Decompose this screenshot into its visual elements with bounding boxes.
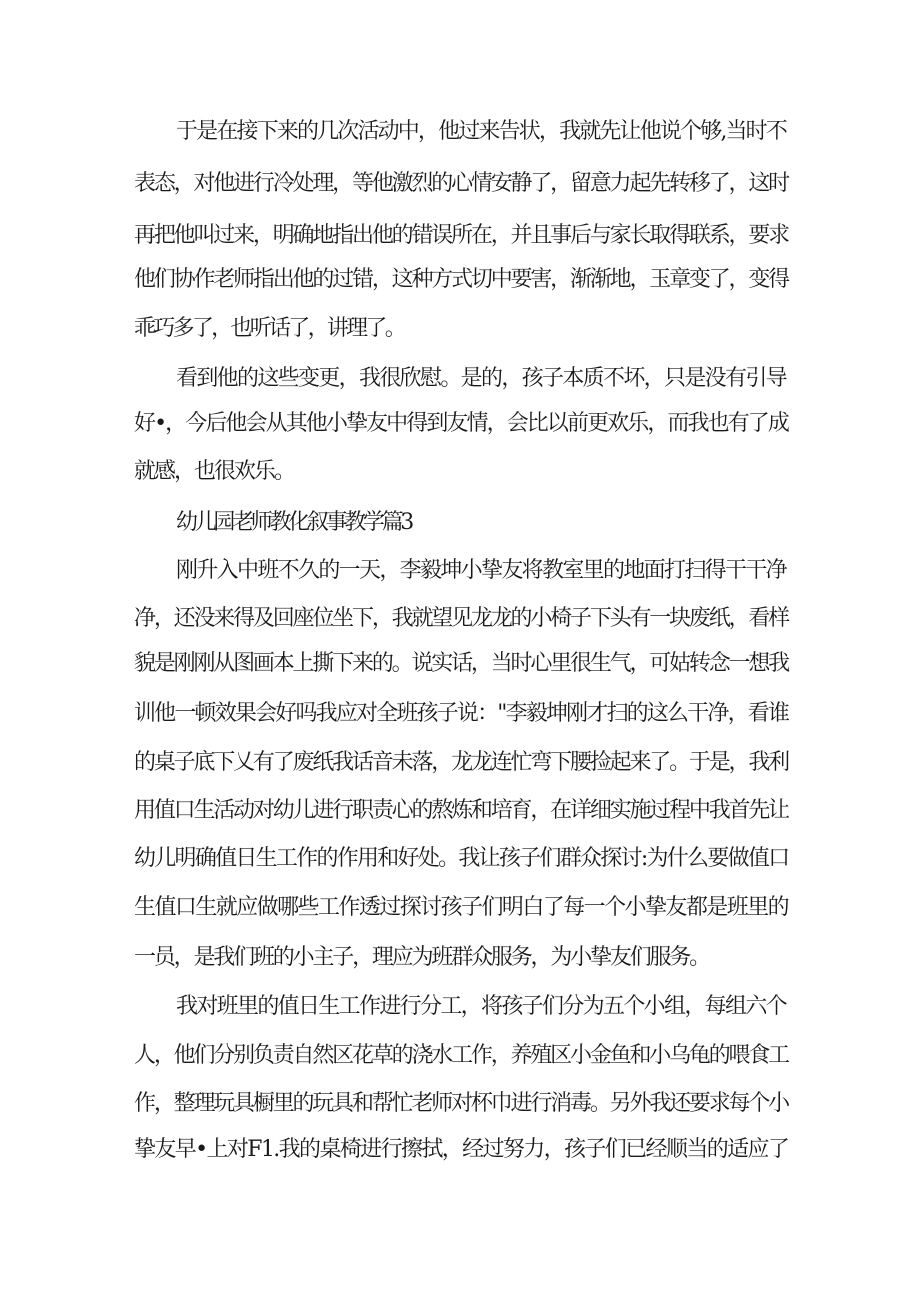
paragraph-2-line-1: 看到他的这些变更，我很欣慰。是的，孩子本质不坏，只是没有引导 — [176, 366, 787, 391]
paragraph-1-line-2: 表态，对他进行冷处理，等他激烈的心情安静了，留意力起先转移了，这时 — [134, 171, 789, 196]
paragraph-1-line-1: 于是在接下来的几次活动中，他过来告状，我就先让他说个够,当时不 — [176, 119, 786, 144]
paragraph-1-line-4: 他们协作老师指出他的过错，这种方式切中要害，渐渐地，玉章变了，变得 — [134, 267, 789, 292]
paragraph-2-line-3: 就感，也很欢乐。 — [134, 459, 295, 484]
paragraph-4-line-2: 人，他们分别负责自然区花草的浇水工作，养殖区小金鱼和小乌龟的喂食工 — [134, 1043, 789, 1068]
paragraph-3-line-3: 貌是刚刚从图画本上撕下来的。说实话，当时心里很生气，可姑转念一想我 — [134, 651, 789, 676]
paragraph-1-line-3: 再把他叫过来，明确地指出他的错误所在，并且事后与家长取得联系，要求 — [134, 223, 789, 248]
paragraph-4-line-1: 我对班里的值日生工作进行分工，将孩子们分为五个小组，每组六个 — [176, 994, 787, 1019]
paragraph-3-line-5: 的桌子底下乂有了废纸我话音未落，龙龙连忙弯下腰捡起来了。于是，我利 — [134, 750, 789, 775]
paragraph-3-line-7: 幼儿明确值日生工作的作用和好处。我让孩子们群众探讨:为什么要做值口 — [134, 846, 789, 871]
paragraph-3-line-8: 生值口生就应做哪些工作透过探讨孩子们明白了每一个小挚友都是班里的 — [134, 895, 789, 920]
paragraph-4-line-3: 作，整理玩具橱里的玩具和帮忙老师对杯巾进行消毒。另外我还要求每个小 — [134, 1091, 789, 1116]
paragraph-3-line-2: 净，还没来得及回座位坐下，我就望见龙龙的小椅子下头有一块废纸，看样 — [134, 606, 789, 631]
paragraph-3-line-4: 训他一顿效果会好吗我应对全班孩子说："李毅坤刚才扫的这么干净，看谁 — [134, 701, 789, 726]
paragraph-2-line-2: 好•，今后他会从其他小挚友中得到友情，会比以前更欢乐，而我也有了成 — [134, 411, 788, 436]
paragraph-3-line-6: 用值口生活动对幼儿进行职责心的熬炼和培育，在详细实施过程中我首先让 — [134, 798, 789, 823]
paragraph-4-line-4: 挚友早•上对F1.我的桌椅进行擦拭，经过努力，孩子们已经顺当的适应了 — [134, 1137, 789, 1162]
paragraph-3-line-9: 一员，是我们班的小主子，理应为班群众服务，为小挚友们服务。 — [134, 945, 710, 970]
paragraph-1-line-5: 乖巧多了，也听话了，讲理了。 — [134, 316, 405, 341]
section-heading: 幼儿园老师教化叙事教学篇3 — [176, 510, 411, 535]
paragraph-3-line-1: 刚升入中班不久的一天，李毅坤小挚友将教室里的地面打扫得干干净 — [176, 558, 787, 583]
